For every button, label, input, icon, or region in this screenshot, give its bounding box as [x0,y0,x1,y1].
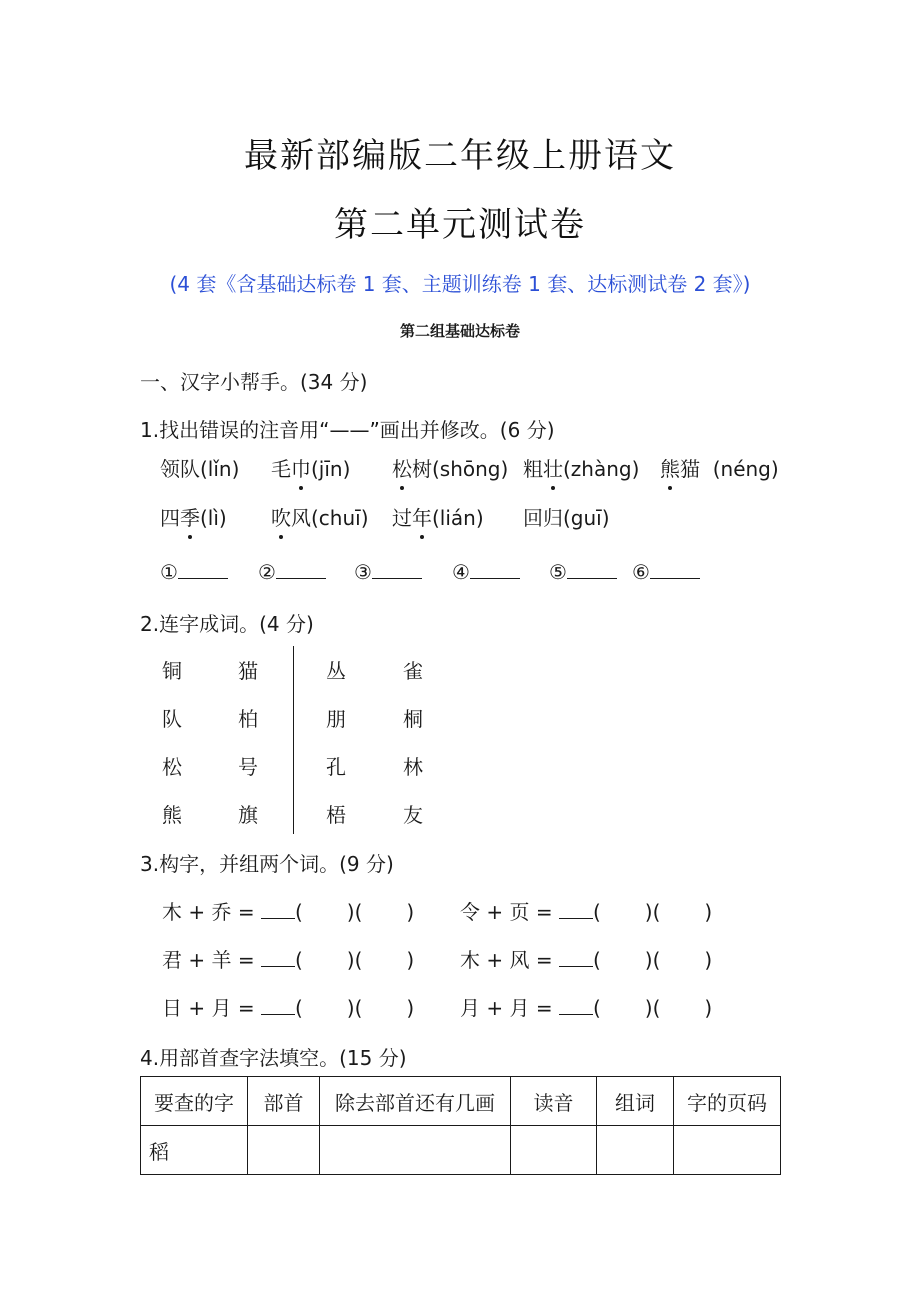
pinyin-item: 回归(guī) [523,506,610,530]
word-char: 丛 [326,659,346,683]
answer-blank[interactable]: ③ [354,560,422,584]
collection-note: (4 套《含基础达标卷 1 套、主题训练卷 1 套、达标测试卷 2 套》) [169,272,751,296]
column-divider [293,646,294,834]
pinyin-item: 四季(lì) [160,502,227,531]
word-char: 松 [162,755,182,779]
word-char: 队 [162,707,182,731]
word-char: 桐 [403,707,423,731]
compose-row[interactable]: 日 + 月 = ( )( ) [162,996,415,1020]
question-3-prompt: 3.构字，并组两个词。(9 分) [140,852,394,876]
compose-row[interactable]: 月 + 月 = ( )( ) [460,996,713,1020]
page-title: 最新部编版二年级上册语文 [244,136,676,176]
table-header-cell: 组词 [597,1077,674,1126]
group-title: 第二组基础达标卷 [399,322,520,340]
pinyin-item: 过年(lián) [392,502,484,531]
word-char: 梧 [326,803,346,827]
emphasis-dot: 吹 [271,502,291,531]
table-row [141,1126,781,1175]
word-char: 朋 [326,707,346,731]
word-char: 雀 [403,659,423,683]
answer-blank[interactable]: ② [258,560,326,584]
answer-blank[interactable]: ⑤ [549,560,617,584]
table-header-cell: 除去部首还有几画 [320,1077,511,1126]
page-subtitle-title: 第二单元测试卷 [334,205,586,245]
table-header-cell: 字的页码 [674,1077,781,1126]
word-char: 铜 [162,659,182,683]
emphasis-dot: 壮 [543,453,563,482]
emphasis-dot: 年 [412,502,432,531]
word-char: 号 [238,755,258,779]
answer-blank[interactable]: ④ [452,560,520,584]
pinyin-item: 领队(lǐn) [160,457,240,481]
table-cell-blank[interactable] [597,1126,674,1175]
word-char: 猫 [238,659,258,683]
pinyin-item: 毛巾(jīn) [271,453,350,482]
word-char: 孔 [326,755,346,779]
answer-blank[interactable]: ① [160,560,228,584]
table-header-cell: 要查的字 [141,1077,248,1126]
emphasis-dot: 季 [180,502,200,531]
compose-row[interactable]: 君 + 羊 = ( )( ) [162,948,415,972]
table-cell-blank[interactable] [511,1126,597,1175]
pinyin-item: 松树(shōng) [392,453,508,482]
table-cell-blank[interactable] [674,1126,781,1175]
word-char: 友 [403,803,423,827]
emphasis-dot: 熊 [660,453,680,482]
table-header-row [141,1077,781,1126]
table-cell: 稻 [141,1126,248,1175]
pinyin-item: 熊猫 (néng) [660,453,779,482]
word-char: 熊 [162,803,182,827]
compose-row[interactable]: 木 + 风 = ( )( ) [460,948,713,972]
table-header-cell: 部首 [248,1077,320,1126]
table-cell-blank[interactable] [248,1126,320,1175]
emphasis-dot: 松 [392,453,412,482]
radical-lookup-table [140,1076,781,1175]
pinyin-item: 吹风(chuī) [271,502,369,531]
question-2-prompt: 2.连字成词。(4 分) [140,612,314,636]
word-char: 旗 [238,803,258,827]
question-1-prompt: 1.找出错误的注音用“——”画出并修改。(6 分) [140,418,555,442]
compose-row[interactable]: 木 + 乔 = ( )( ) [162,900,415,924]
question-4-prompt: 4.用部首查字法填空。(15 分) [140,1046,407,1070]
table-header-cell: 读音 [511,1077,597,1126]
word-char: 林 [403,755,423,779]
answer-blank[interactable]: ⑥ [632,560,700,584]
compose-row[interactable]: 令 + 页 = ( )( ) [460,900,713,924]
emphasis-dot: 巾 [291,453,311,482]
word-char: 柏 [238,707,258,731]
section-heading: 一、汉字小帮手。(34 分) [140,370,368,394]
pinyin-item: 粗壮(zhàng) [523,453,639,482]
table-cell-blank[interactable] [320,1126,511,1175]
